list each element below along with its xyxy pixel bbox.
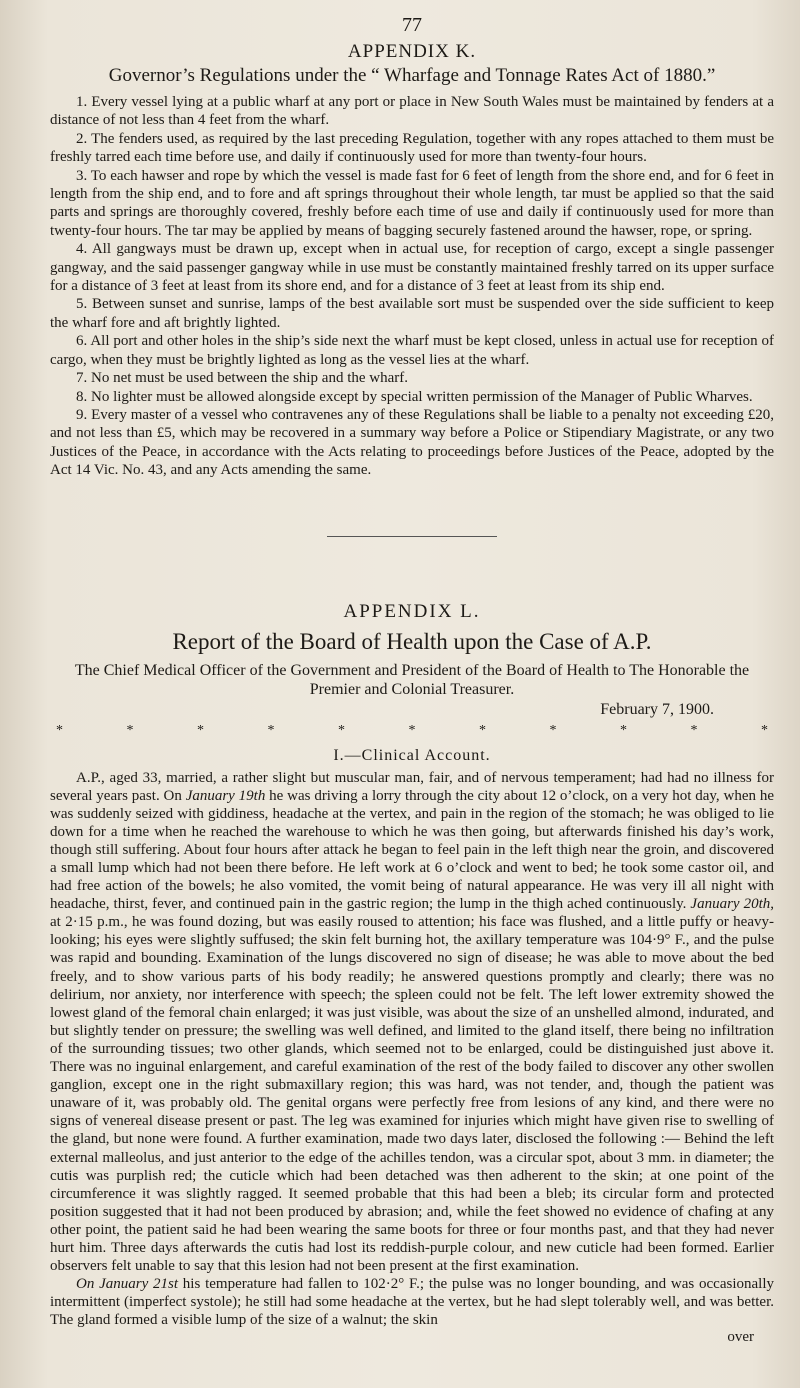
text-run: his temperature had fallen to 102·2° F.; the pulse was no longer bounding, and was occasionally intermittent (imperfect systole); he still had some headache at the vertex, but he had slept tolerably well, and was better. The gland formed a visible lump of the size of a walnut; the skin bbox=[50, 1276, 774, 1329]
appendix-k-subtitle: Governor’s Regulations under the “ Wharfage and Tonnage Rates Act of 1880.” bbox=[108, 65, 716, 86]
asterisk: * bbox=[408, 722, 416, 738]
date-emphasis: On January 21st bbox=[76, 1276, 179, 1293]
regulation-item: 4. All gangways must be drawn up, except when in actual use, for reception of cargo, except a single passenger gangway, and the said passenger gangway while in use must be constantly maintained freshly tarred on its upper surface for a distance of 3 feet at least from its shore end, and for a distance of 3 feet at least from its ship end. bbox=[50, 241, 774, 295]
date-emphasis: January 20th bbox=[690, 896, 771, 913]
regulation-item: 2. The fenders used, as required by the last preceding Regulation, together with any ropes attached to them must be freshly tarred each time before use, and daily if continuously used for more than twenty-four hours. bbox=[50, 130, 774, 166]
section-divider bbox=[327, 536, 497, 537]
asterisk: * bbox=[479, 722, 486, 738]
page-number: 77 bbox=[402, 14, 422, 36]
report-date: February 7, 1900. bbox=[600, 700, 714, 718]
text-run: , at 2·15 p.m., he was found dozing, but was easily roused to attention; his face was flushed, and a little puffy or heavy-looking; his eyes were slightly suffused; the skin felt burning hot, the axillary temperature was 104·9° F., and the pulse was rapid and bounding. Examination of the lungs discovered no sign of disease; he was able to move about the bed freely, and to show various parts of his body readily; he answered questions promptly and clearly; there was no delirium, nor anxiety, nor interference with speech; the spleen could not be felt. The left lower extremity showed the lowest gland of the femoral chain enlarged; it was just visible, was about the size of an unshelled almond, indurated, and but slightly tender on pressure; the swelling was well defined, and limited to the gland itself, there being no infiltration of the surrounding tissues; two other glands, which seemed not to be enlarged, could be distinguished just above it. There was no inguinal enlargement, and careful examination of the rest of the body failed to discover any other swollen ganglion, except one in the right submaxillary region; this was hard, was not tender, and, though the patient was unaware of it, was probably old. The genital organs were perfectly free from lesions of any kind, and there were no signs of venereal disease present or past. The leg was examined for injuries which might have given rise to swelling of the gland, but none were found. A further examination, made two days later, disclosed the following :— Behind the left external malleolus, and just anterior to the edge of the achilles tendon, was a circular spot, about 3 mm. in diameter; the cutis was purplish red; the cuticle which had been detached was then adherent to the skin; at one point of the circumference it was slightly ragged. It seemed probable that this had been a bleb; its circular form and protected position suggested that it had not been produced by abrasion; and, while the feet showed no evidence of chafing at any other point, the patient said he had been wearing the same boots for three or four months past, and that they had never hurt him. Three days afterwards the cutis had lost its reddish-purple colour, and new cuticle had been formed. Earlier observers felt unable to say that this lesion had not been present at the first examination. bbox=[50, 896, 774, 1275]
asterisk: * bbox=[267, 722, 275, 738]
text-run: he was driving a lorry through the city about 12 o’clock, on a very hot day, when he was suddenly seized with giddiness, headache at the vertex, and pain in the region of the stomach; he was obliged to lie down for a time when he reached the warehouse to which he was then going, but afterwards finished his day’s work, though still suffering. About four hours after attack he began to feel pain in the left thigh near the groin, and discovered a small lump which had not been there before. He left work at 6 o’clock and went to bed; he took some castor oil, and had free action of the bowels; he also vomited, the vomit being of natural appearance. He was very ill all night with headache, thirst, fever, and continued pain in the gastric region; the lump in the thigh ached continuously. bbox=[50, 787, 774, 913]
regulation-item: 1. Every vessel lying at a public wharf at any port or place in New South Wales must be maintained by fenders at a distance of not less than 4 feet from the wharf. bbox=[50, 94, 774, 129]
report-addressee: The Chief Medical Officer of the Government and President of the Board of Health to The Honorable the Premier and Colonial Treasurer. bbox=[74, 661, 750, 698]
date-emphasis: January 19th bbox=[185, 787, 266, 804]
asterisk: * bbox=[761, 722, 768, 738]
catchword: over bbox=[727, 1329, 754, 1346]
regulations-list bbox=[50, 93, 774, 480]
asterisk: * bbox=[56, 722, 63, 738]
asterisk: * bbox=[549, 722, 557, 738]
regulation-item: 7. No net must be used between the ship and the wharf. bbox=[76, 370, 408, 387]
regulation-item: 5. Between sunset and sunrise, lamps of the best available sort must be suspended over the side sufficient to keep the wharf fore and aft brightly lighted. bbox=[50, 296, 774, 331]
asterisk-row bbox=[50, 723, 774, 739]
regulation-item: 8. No lighter must be allowed alongside except by special written permission of the Manager of Public Wharves. bbox=[76, 388, 753, 405]
report-title: Report of the Board of Health upon the Case of A.P. bbox=[172, 628, 652, 654]
asterisk: * bbox=[690, 722, 698, 738]
asterisk: * bbox=[197, 722, 204, 738]
section-heading: I.—Clinical Account. bbox=[333, 746, 491, 764]
appendix-l-title: APPENDIX L. bbox=[343, 600, 481, 622]
clinical-paragraph bbox=[50, 1275, 774, 1329]
regulation-item: 3. To each hawser and rope by which the vessel is made fast for 6 feet of length from the shore end, and for 6 feet in length from the ship end, and to fore and aft springs throughout their whole length, tar must be applied so that the said parts and springs are thoroughly covered, freshly before each time of use and daily if continuously used for more than twenty-four hours. The tar may be applied by means of bagging securely fastened around the hawser, rope, or spring. bbox=[50, 167, 774, 239]
asterisk: * bbox=[126, 722, 134, 738]
regulation-item: 9. Every master of a vessel who contravenes any of these Regulations shall be liable to a penalty not exceeding £20, and not less than £5, which may be recovered in a summary way before a Police or Stipendiary Magistrate, or any two Justices of the Peace, in accordance with the Acts relating to proceedings before Justices of the Peace, adopted by the Act 14 Vic. No. 43, and any Acts amending the same. bbox=[50, 406, 774, 479]
text-run: A.P., aged 33, married, a rather slight but muscular man, fair, and of nervous temperament; had had no illness for several years past. On bbox=[50, 769, 774, 804]
clinical-paragraph bbox=[50, 769, 774, 1276]
regulation-item: 6. All port and other holes in the ship’s side next the wharf must be kept closed, unless in actual use for reception of cargo, when they must be brightly lighted as long as the vessel lies at the wharf. bbox=[50, 333, 774, 368]
asterisk: * bbox=[620, 722, 627, 738]
asterisk: * bbox=[338, 722, 345, 738]
appendix-k-title: APPENDIX K. bbox=[347, 41, 477, 62]
